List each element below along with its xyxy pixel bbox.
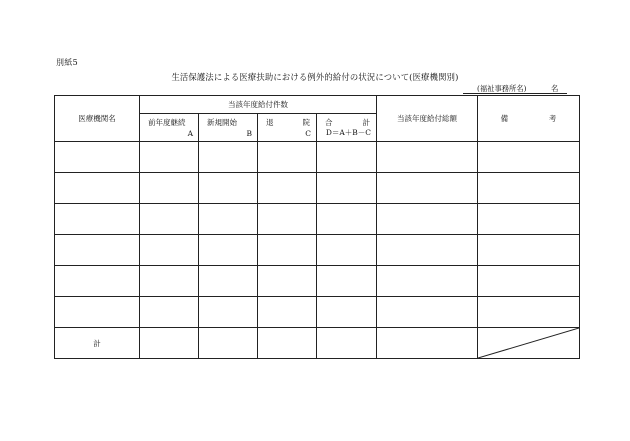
cell[interactable] (199, 142, 258, 173)
cell[interactable] (258, 266, 317, 297)
cell[interactable] (377, 297, 478, 328)
subtotal-char-2: 計 (362, 118, 370, 127)
cell[interactable] (199, 266, 258, 297)
table-row (55, 142, 580, 173)
header-new-start (199, 114, 258, 142)
header-total-amount: 当該年度給付総額 (377, 96, 478, 142)
cell[interactable] (377, 204, 478, 235)
cell[interactable] (478, 266, 580, 297)
cell[interactable] (478, 235, 580, 266)
cell[interactable] (140, 173, 199, 204)
diagonal-slash-line (478, 328, 579, 358)
cell[interactable] (258, 142, 317, 173)
total-row (55, 328, 580, 359)
cell[interactable] (140, 297, 199, 328)
cell[interactable] (478, 297, 580, 328)
cell[interactable] (478, 142, 580, 173)
cell[interactable] (377, 266, 478, 297)
header-previous-year (140, 114, 199, 142)
remarks-char-2: 考 (548, 114, 557, 123)
table-row (55, 204, 580, 235)
subtotal-formula: D＝A＋B－C (325, 128, 371, 137)
cell[interactable] (55, 235, 140, 266)
cell[interactable] (258, 328, 317, 359)
header-remarks (478, 96, 580, 142)
header-subtotal (317, 114, 377, 142)
subtotal-char-1: 合 (325, 118, 333, 127)
discharge-char-2: 院 (302, 118, 310, 127)
cell[interactable] (317, 142, 377, 173)
cell[interactable] (377, 142, 478, 173)
cell[interactable] (140, 235, 199, 266)
cell[interactable] (478, 204, 580, 235)
remarks-total-slashed-cell (478, 328, 580, 359)
cell[interactable] (55, 173, 140, 204)
cell[interactable] (258, 235, 317, 266)
document-title: 生活保護法による医療扶助における例外的給付の状況について(医療機関別) (171, 72, 459, 82)
total-row-label: 計 (55, 328, 140, 359)
cell[interactable] (317, 235, 377, 266)
previous-year-label: 前年度継続 (148, 118, 186, 127)
new-start-label: 新規開始 (207, 118, 237, 127)
cell[interactable] (55, 297, 140, 328)
cell[interactable] (377, 235, 478, 266)
report-table (54, 95, 580, 359)
cell[interactable] (199, 328, 258, 359)
cell[interactable] (317, 266, 377, 297)
cell[interactable] (377, 173, 478, 204)
cell[interactable] (377, 328, 478, 359)
cell[interactable] (317, 328, 377, 359)
cell[interactable] (317, 297, 377, 328)
cell[interactable] (258, 173, 317, 204)
discharge-char-1: 退 (266, 118, 274, 127)
cell[interactable] (199, 173, 258, 204)
new-start-letter: B (246, 129, 252, 138)
table-row (55, 266, 580, 297)
cell[interactable] (478, 173, 580, 204)
cell[interactable] (317, 173, 377, 204)
cell[interactable] (55, 266, 140, 297)
attachment-label: 別紙5 (56, 58, 78, 67)
header-institution-name: 医療機関名 (55, 96, 140, 142)
cell[interactable] (55, 204, 140, 235)
remarks-char-1: 備 (500, 114, 509, 123)
cell[interactable] (258, 204, 317, 235)
table-row (55, 297, 580, 328)
table-row (55, 235, 580, 266)
cell[interactable] (140, 328, 199, 359)
office-name-line (463, 84, 567, 94)
cell[interactable] (55, 142, 140, 173)
cell[interactable] (140, 204, 199, 235)
table-row (55, 173, 580, 204)
header-benefit-count: 当該年度給付件数 (140, 96, 377, 114)
previous-year-letter: A (187, 129, 193, 138)
cell[interactable] (199, 297, 258, 328)
office-name-suffix: 名 (551, 84, 559, 93)
header-discharge (258, 114, 317, 142)
cell[interactable] (199, 204, 258, 235)
cell[interactable] (140, 266, 199, 297)
cell[interactable] (199, 235, 258, 266)
discharge-letter: C (305, 129, 311, 138)
office-name-label: (福祉事務所名) (477, 84, 527, 93)
cell[interactable] (140, 142, 199, 173)
cell[interactable] (317, 204, 377, 235)
cell[interactable] (258, 297, 317, 328)
